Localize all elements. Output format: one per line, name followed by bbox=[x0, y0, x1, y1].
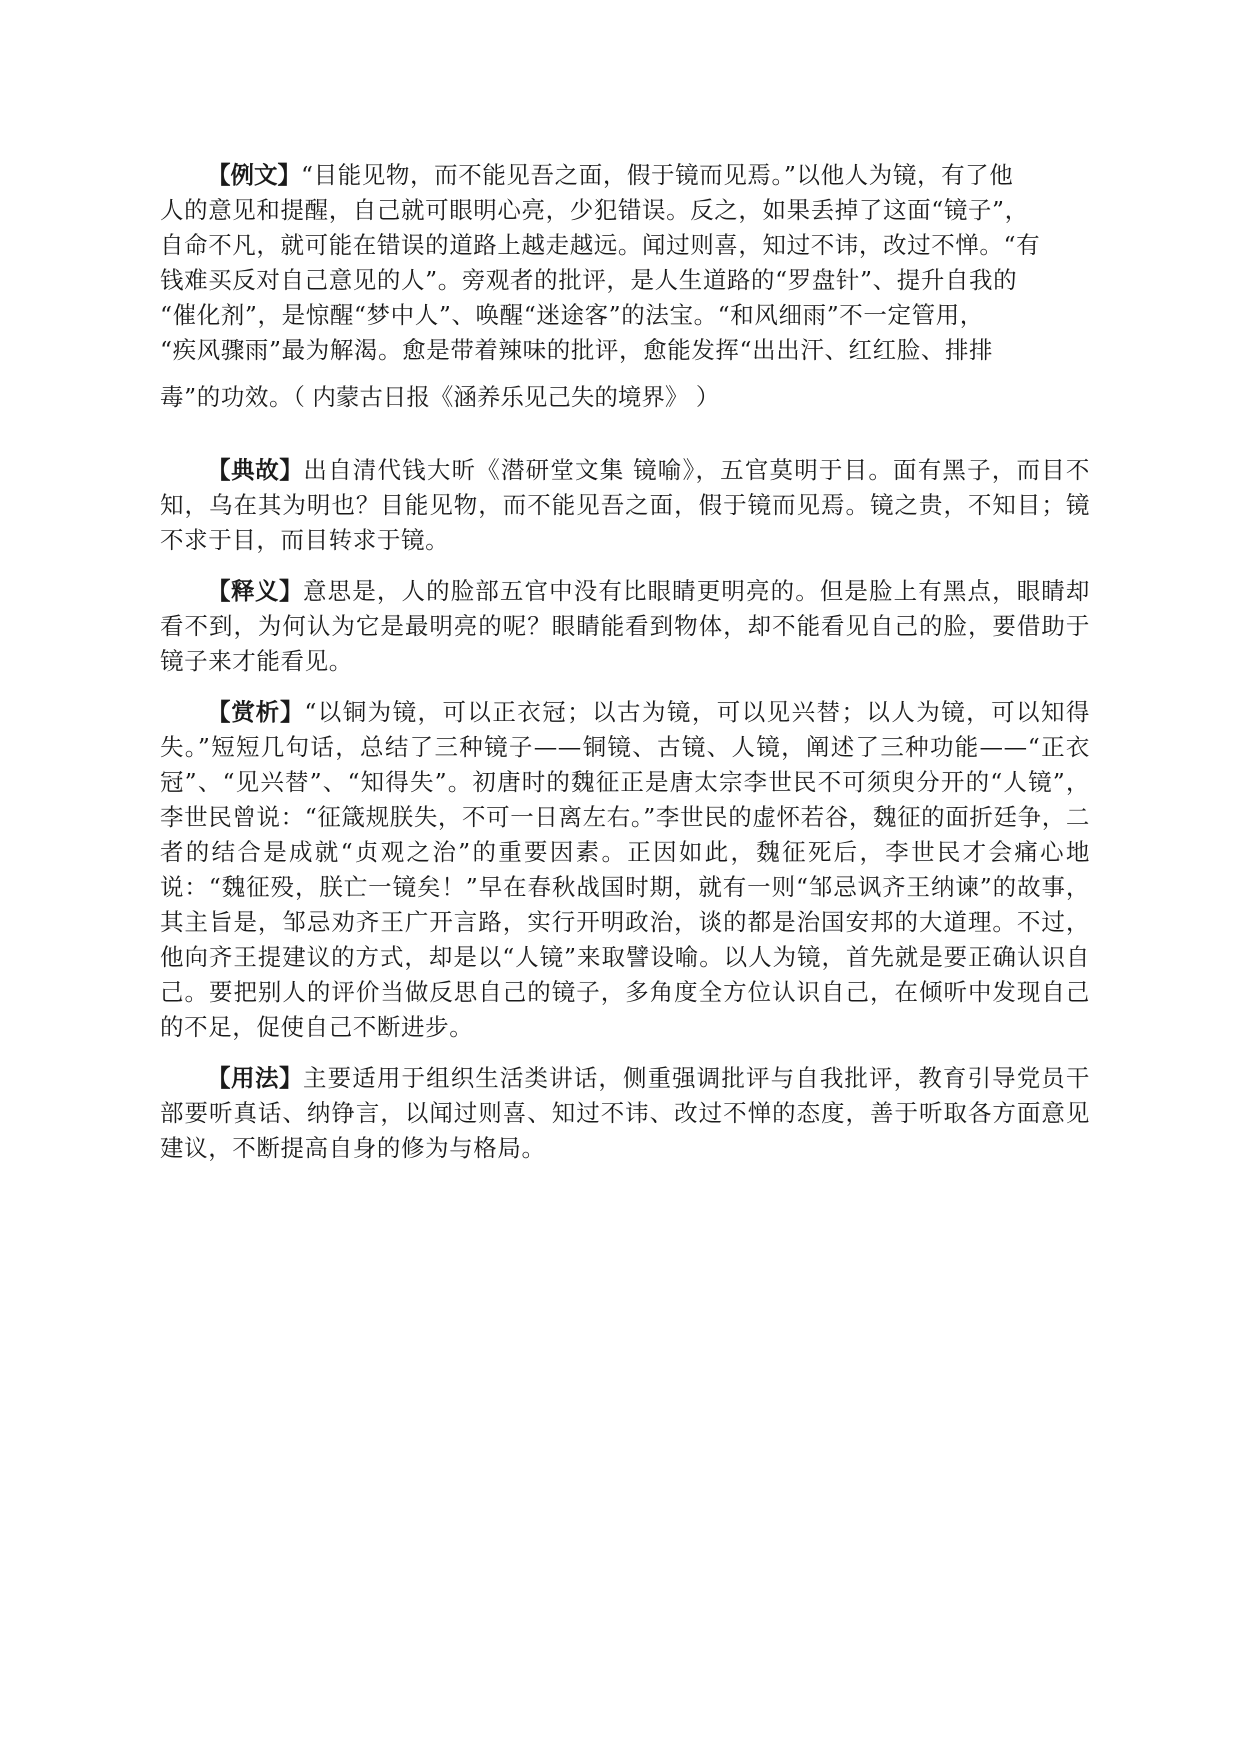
document-page bbox=[160, 158, 1090, 1182]
meaning-paragraph bbox=[160, 574, 1090, 679]
example-line-6: “疾风骤雨”最为解渴。愈是带着辣味的批评，愈能发挥“出出汗、红红脸、排排 bbox=[160, 336, 994, 364]
example-last-line bbox=[160, 380, 1090, 415]
usage-tag: 【用法】 bbox=[207, 1064, 304, 1092]
example-line-1: “目能见物，而不能见吾之面，假于镜而见焉。”以他人为镜，有了他 bbox=[301, 161, 1014, 189]
meaning-text: 意思是，人的脸部五官中没有比眼睛更明亮的。但是脸上有黑点，眼睛却看不到，为何认为它是最明亮的呢？眼睛能看到物体，却不能看见自己的脸，要借助于镜子来才能看见。 bbox=[160, 577, 1091, 675]
example-tag: 【例文】 bbox=[207, 161, 301, 189]
allusion-text: 出自清代钱大昕《潜研堂文集 镜喻》，五官莫明于目。面有黑子，而目不知，乌在其为明也？目能见物，而不能见吾之面，假于镜而见焉。镜之贵，不知目；镜不求于目，而目转求于镜。 bbox=[160, 456, 1090, 554]
usage-paragraph bbox=[160, 1061, 1090, 1166]
example-line-5: “催化剂”，是惊醒“梦中人”、唤醒“迷途客”的法宝。“和风细雨”不一定管用， bbox=[160, 301, 984, 329]
example-line-4: 钱难买反对自己意见的人”。旁观者的批评，是人生道路的“罗盘针”、提升自我的 bbox=[160, 266, 1018, 294]
usage-text: 主要适用于组织生活类讲话，侧重强调批评与自我批评，教育引导党员干部要听真话、纳铮言，以闻过则喜、知过不讳、改过不惮的态度，善于听取各方面意见建议，不断提高自身的修为与格局。 bbox=[160, 1064, 1091, 1162]
appreciation-text: “以铜为镜，可以正衣冠；以古为镜，可以见兴替；以人为镜，可以知得失。”短短几句话，总结了三种镜子——铜镜、古镜、人镜，阐述了三种功能——“正衣冠”、“见兴替”、“知得失”。初唐时的魏征正是唐太宗李世民不可须臾分开的“人镜”，李世民曾说：“征箴规朕失，不可一日离左右。”李世民的虚怀若谷，魏征的面折廷争，二者的结合是成就“贞观之治”的重要因素。正因如此，魏征死后，李世民才会痛心地说：“魏征殁，朕亡一镜矣！”早在春秋战国时期，就有一则“邹忌讽齐王纳谏”的故事，其主旨是，邹忌劝齐王广开言路，实行开明政治，谈的都是治国安邦的大道理。不过，他向齐王提建议的方式，却是以“人镜”来取譬设喻。以人为镜，首先就是要正确认识自己。要把别人的评价当做反思自己的镜子，多角度全方位认识自己，在倾听中发现自己的不足，促使自己不断进步。 bbox=[160, 698, 1091, 1041]
appreciation-tag: 【赏析】 bbox=[207, 698, 305, 726]
example-source: （ 内蒙古日报《涵养乐见己失的境界》 ） bbox=[293, 383, 720, 411]
example-line-2: 人的意见和提醒，自己就可眼明心亮，少犯错误。反之，如果丢掉了这面“镜子”， bbox=[160, 196, 1029, 224]
allusion-paragraph bbox=[160, 453, 1090, 558]
example-last-text: 毒”的功效。 bbox=[160, 383, 294, 411]
meaning-tag: 【释义】 bbox=[207, 577, 304, 605]
example-paragraph bbox=[160, 158, 1090, 415]
example-line-3: 自命不凡，就可能在错误的道路上越走越远。闻过则喜，知过不讳，改过不惮。“有 bbox=[160, 231, 1041, 259]
allusion-tag: 【典故】 bbox=[207, 456, 304, 484]
appreciation-paragraph bbox=[160, 695, 1090, 1045]
